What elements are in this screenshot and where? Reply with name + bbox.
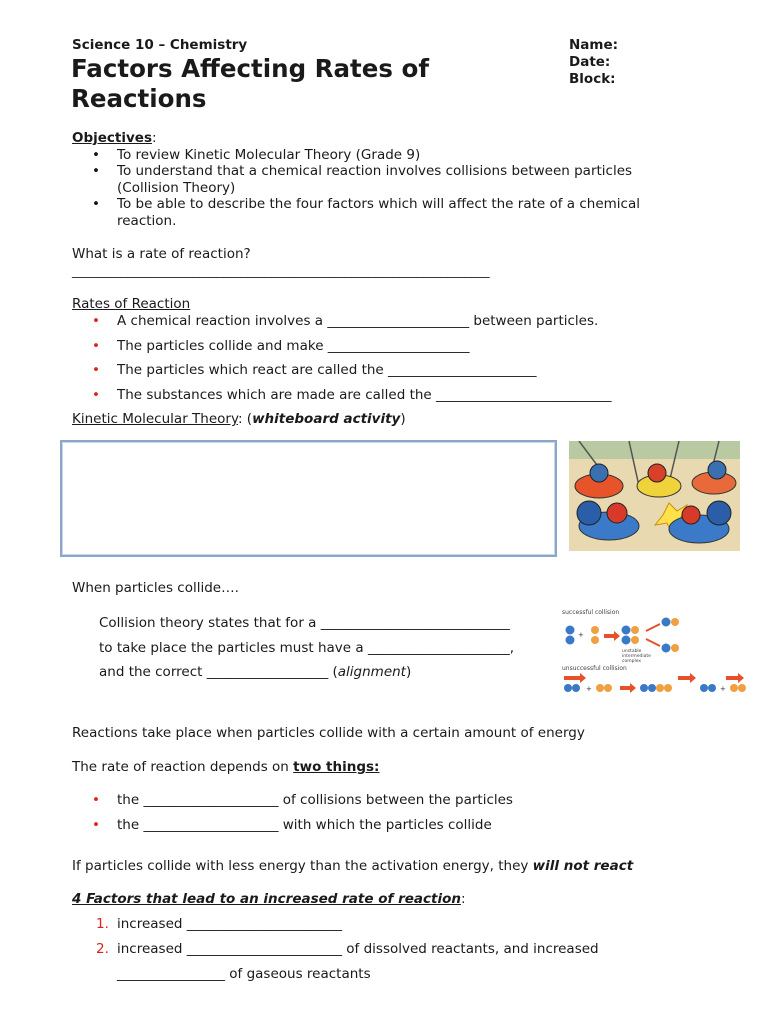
rates-heading: Rates of Reaction (72, 296, 191, 312)
rates-list (72, 313, 712, 411)
name-label: Name: (569, 37, 619, 53)
successful-collision-label: successful collision (562, 609, 620, 616)
svg-text:intermediate: intermediate (622, 654, 651, 659)
objectives-heading: Objectives (72, 130, 152, 146)
kmt-heading-line: Kinetic Molecular Theory: (whiteboard activity) (72, 411, 406, 427)
activation-line: If particles collide with less energy than the activation energy, they will not react (72, 858, 634, 874)
will-not-react-emphasis: will not react (532, 858, 634, 874)
objective-item: • To understand that a chemical reaction involves collisions between particles (92, 163, 633, 179)
objectives-section (72, 130, 692, 229)
depends-list (72, 792, 692, 842)
collision-theory-line-3: and the correct __________________ (alignment) (99, 664, 412, 680)
whiteboard-box[interactable] (60, 440, 557, 557)
factor-item: 2. increased _______________________ of dissolved reactants, and increased (96, 941, 599, 957)
rates-item: • The particles collide and make _____________________ (92, 337, 470, 354)
collide-intro: When particles collide…. (72, 580, 239, 596)
factor-number: 1. (96, 916, 109, 932)
rate-question: What is a rate of reaction? (72, 246, 251, 262)
factor-item: 1. increased _______________________ (96, 916, 343, 932)
rates-item: • The particles which react are called the ______________________ (92, 362, 537, 378)
collision-theory-line-1: Collision theory states that for a ____________________________ (99, 615, 510, 631)
alignment-term: alignment (337, 664, 406, 680)
objective-item-continued: (Collision Theory) (117, 179, 236, 196)
factors-heading-line: 4 Factors that lead to an increased rate of reaction: (72, 891, 466, 907)
intermediate-label: unstable (622, 649, 642, 654)
collision-diagram-image (560, 606, 750, 696)
course-label: Science 10 – Chemistry (72, 37, 248, 53)
depends-item: • the ____________________ of collisions between the particles (92, 792, 513, 808)
two-things-emphasis: two things: (293, 759, 380, 775)
svg-text:+: + (720, 685, 726, 693)
depends-line: The rate of reaction depends on two things: (72, 759, 380, 775)
rates-item: • The substances which are made are called the __________________________ (92, 386, 612, 403)
factors-list (72, 916, 712, 983)
objective-item-continued: reaction. (117, 212, 177, 229)
energy-statement: Reactions take place when particles collide with a certain amount of energy (72, 725, 585, 741)
svg-text:+: + (578, 631, 584, 639)
svg-text:complex: complex (622, 659, 642, 664)
factor-item-continued: ________________ of gaseous reactants (117, 966, 371, 982)
date-label: Date: (569, 54, 611, 70)
objective-item: • To review Kinetic Molecular Theory (Grade 9) (92, 146, 421, 163)
objectives-colon: : (152, 130, 157, 146)
svg-text:+: + (586, 685, 592, 693)
rates-item: • A chemical reaction involves a _____________________ between particles. (92, 313, 599, 329)
factors-heading: 4 Factors that lead to an increased rate of reaction (72, 891, 461, 907)
kmt-activity: whiteboard activity (252, 411, 401, 427)
bumper-cars-cartoon-image (569, 441, 740, 551)
unsuccessful-collision-label: unsuccessful collision (562, 665, 627, 672)
student-info (569, 37, 618, 88)
objective-item: • To be able to describe the four factors which will affect the rate of a chemical (92, 196, 640, 212)
page-title: Factors Affecting Rates of Reactions (71, 54, 429, 113)
factor-number: 2. (96, 941, 109, 957)
depends-item: • the ____________________ with which the particles collide (92, 817, 492, 833)
answer-line: _____________________________________________________________________ (72, 263, 490, 278)
kmt-heading: Kinetic Molecular Theory (72, 411, 238, 427)
block-label: Block: (569, 71, 616, 87)
collision-theory-line-2: to take place the particles must have a _____________________, (99, 640, 514, 656)
